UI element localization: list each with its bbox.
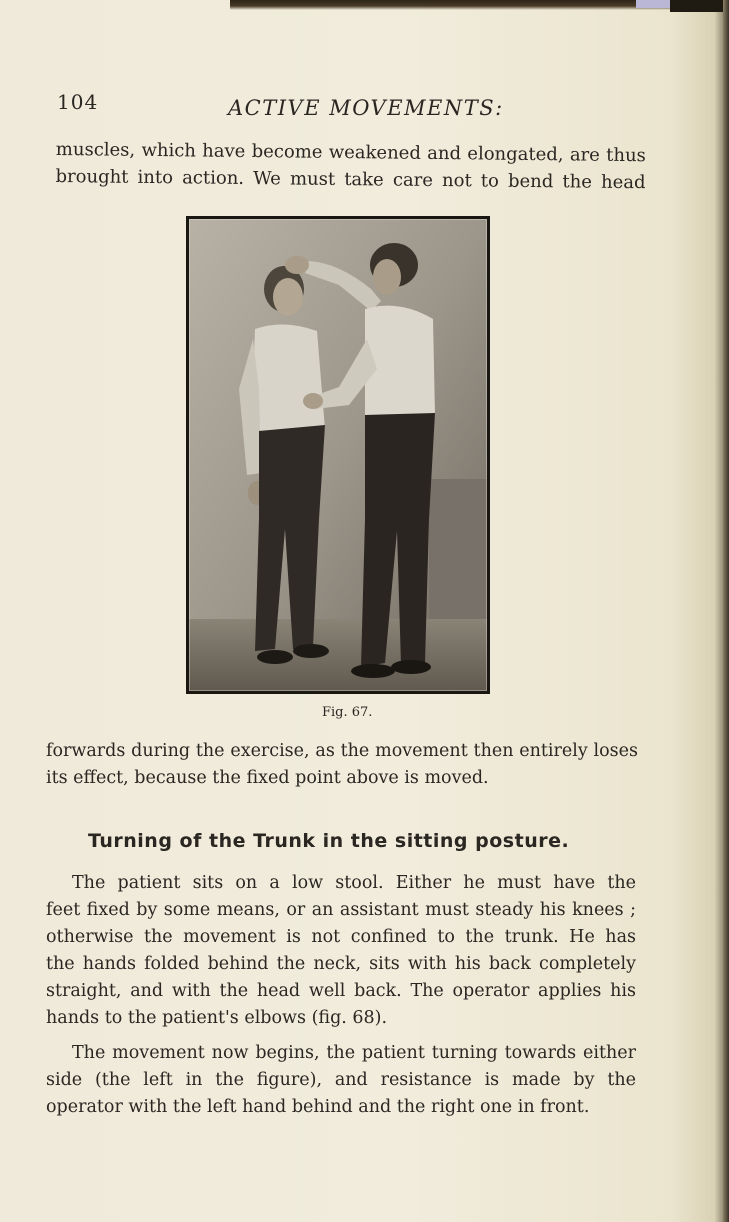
text-line: The movement now begins, the patient turning towards either — [72, 1043, 636, 1063]
page-binding-edge — [723, 0, 729, 1222]
page-top-edge-dark — [670, 0, 729, 12]
middle-paragraph — [46, 738, 638, 792]
figure-illustration — [189, 219, 487, 691]
running-head: ACTIVE MOVEMENTS: — [228, 96, 504, 120]
text-line: hands to the patient's elbows (fig. 68). — [46, 1008, 388, 1028]
text-line: the hands folded behind the neck, sits with his back completely — [46, 954, 636, 974]
figure-caption: Fig. 67. — [322, 705, 373, 720]
figure-photograph — [186, 216, 490, 694]
page-number: 104 — [57, 90, 99, 114]
text-line: side (the left in the figure), and resistance is made by the — [46, 1070, 636, 1090]
text-line: straight, and with the head well back. The operator applies his — [46, 981, 636, 1001]
section-heading: Turning of the Trunk in the sitting posture. — [88, 830, 570, 852]
body-paragraph — [46, 1040, 636, 1121]
text-line: The patient sits on a low stool. Either he must have the — [72, 873, 636, 893]
top-paragraph — [55, 136, 646, 196]
text-line: operator with the left hand behind and the right one in front. — [46, 1097, 590, 1117]
body-paragraph — [46, 870, 636, 1032]
text-line: feet fixed by some means, or an assistant must steady his knees ; — [46, 900, 636, 920]
text-line: brought into action. We must take care not to bend the head — [55, 165, 646, 194]
text-line: its effect, because the fixed point above is moved. — [46, 768, 489, 788]
text-line: muscles, which have become weakened and elongated, are thus — [55, 138, 646, 167]
text-line: otherwise the movement is not confined to the trunk. He has — [46, 927, 636, 947]
text-line: forwards during the exercise, as the movement then entirely loses — [46, 741, 638, 761]
page-top-edge-accent — [636, 0, 670, 8]
